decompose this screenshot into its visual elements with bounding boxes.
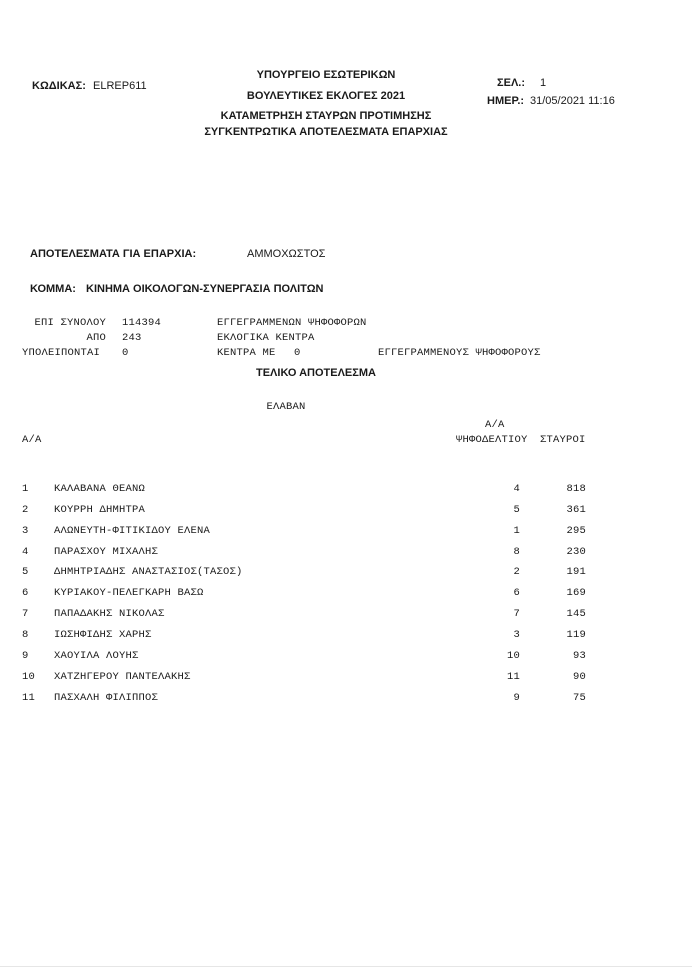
vote-count: 75 [572,692,586,704]
remaining-label: ΥΠΟΛΕΙΠΟΝΤΑΙ [22,347,101,359]
row-index: 11 [22,692,36,704]
vote-count: 295 [566,525,586,537]
row-index: 10 [22,671,36,683]
district-value: ΑΜΜΟΧΩΣΤΟΣ [247,248,326,260]
page-label: ΣΕΛ.: [497,77,525,89]
vote-count: 145 [566,608,586,620]
date-value: 31/05/2021 11:16 [530,95,615,107]
candidate-name: ΠΑΠΑΔΑΚΗΣ ΝΙΚΟΛΑΣ [54,608,165,620]
ballot-number: 2 [513,566,520,578]
row-index: 4 [22,546,29,558]
vote-count: 361 [566,504,586,516]
candidate-name: ΠΑΡΑΣΧΟΥ ΜΙΧΑΛΗΣ [54,546,159,558]
vote-count: 90 [572,671,586,683]
row-index: 9 [22,650,29,662]
col-ballot-index-header: Α/Α [485,419,505,431]
party-label: ΚΟΜΜΑ: [30,283,76,295]
ballot-number: 7 [513,608,520,620]
remaining-value: 0 [122,347,129,359]
code-value: ELREP611 [93,80,147,92]
election-title: ΒΟΥΛΕΥΤΙΚΕΣ ΕΚΛΟΓΕΣ 2021 [246,90,406,102]
ballot-number: 3 [513,629,520,641]
row-index: 2 [22,504,29,516]
district-label: ΑΠΟΤΕΛΕΣΜΑΤΑ ΓΙΑ ΕΠΑΡΧΙΑ: [30,248,197,260]
centers-label: ΚΕΝΤΡΑ ΜΕ [217,347,276,359]
ballot-number: 6 [513,587,520,599]
ballot-number: 4 [513,483,520,495]
received-label: ΕΛΑΒΑΝ [266,401,306,413]
candidate-name: ΚΟΥΡΡΗ ΔΗΜΗΤΡΑ [54,504,146,516]
row-index: 8 [22,629,29,641]
candidate-name: ΧΑΤΖΗΓΕΡΟΥ ΠΑΝΤΕΛΑΚΗΣ [54,671,191,683]
date-label: ΗΜΕΡ.: [487,95,525,107]
col-index-header: Α/Α [22,434,42,446]
from-desc: ΕΚΛΟΓΙΚΑ ΚΕΝΤΡΑ [217,332,315,344]
col-votes-header: ΣΤΑΥΡΟΙ [540,434,586,446]
vote-count: 169 [566,587,586,599]
ballot-number: 10 [506,650,520,662]
candidate-name: ΠΑΣΧΑΛΗ ΦΙΛΙΠΠΟΣ [54,692,159,704]
from-label: ΑΠΟ [86,332,106,344]
summary-title: ΣΥΓΚΕΝΤΡΩΤΙΚΑ ΑΠΟΤΕΛΕΣΜΑΤΑ ΕΠΑΡΧΙΑΣ [204,126,448,138]
page-number: 1 [540,77,547,89]
centers-desc: ΕΓΓΕΓΡΑΜΜΕΝΟΥΣ ΨΗΦΟΦΟΡΟΥΣ [378,347,541,359]
total-value: 114394 [122,317,162,329]
page-bottom-edge [0,966,692,967]
row-index: 1 [22,483,29,495]
row-index: 7 [22,608,29,620]
vote-count: 818 [566,483,586,495]
row-index: 3 [22,525,29,537]
ballot-number: 11 [506,671,520,683]
total-label: ΕΠΙ ΣΥΝΟΛΟΥ [34,317,106,329]
ballot-number: 5 [513,504,520,516]
candidate-name: ΑΛΩΝΕΥΤΗ-ΦΙΤΙΚΙΔΟΥ ΕΛΕΝΑ [54,525,211,537]
total-desc: ΕΓΓΕΓΡΑΜΜΕΝΩΝ ΨΗΦΟΦΟΡΩΝ [217,317,367,329]
candidate-name: ΚΑΛΑΒΑΝΑ ΘΕΑΝΩ [54,483,146,495]
row-index: 6 [22,587,29,599]
party-value: ΚΙΝΗΜΑ ΟΙΚΟΛΟΓΩΝ-ΣΥΝΕΡΓΑΣΙΑ ΠΟΛΙΤΩΝ [86,283,324,295]
ballot-number: 8 [513,546,520,558]
row-index: 5 [22,566,29,578]
candidate-name: ΧΑΟΥΙΛΑ ΛΟΥΗΣ [54,650,139,662]
vote-count: 119 [566,629,586,641]
candidate-name: ΙΩΣΗΦΙΔΗΣ ΧΑΡΗΣ [54,629,152,641]
centers-value: 0 [294,347,301,359]
from-value: 243 [122,332,142,344]
candidate-name: ΚΥΡΙΑΚΟΥ-ΠΕΛΕΓΚΑΡΗ ΒΑΣΩ [54,587,204,599]
ballot-number: 9 [513,692,520,704]
col-ballot-header: ΨΗΦΟΔΕΛΤΙΟΥ [456,434,528,446]
vote-count: 191 [566,566,586,578]
vote-count: 230 [566,546,586,558]
count-title: ΚΑΤΑΜΕΤΡΗΣΗ ΣΤΑΥΡΩΝ ΠΡΟΤΙΜΗΣΗΣ [220,110,432,122]
result-title: ΤΕΛΙΚΟ ΑΠΟΤΕΛΕΣΜΑ [256,367,376,379]
candidate-name: ΔΗΜΗΤΡΙΑΔΗΣ ΑΝΑΣΤΑΣΙΟΣ(ΤΑΣΟΣ) [54,566,243,578]
vote-count: 93 [572,650,586,662]
ballot-number: 1 [513,525,520,537]
ministry-title: ΥΠΟΥΡΓΕΙΟ ΕΣΩΤΕΡΙΚΩΝ [256,69,396,81]
code-label: ΚΩΔΙΚΑΣ: [32,80,86,92]
